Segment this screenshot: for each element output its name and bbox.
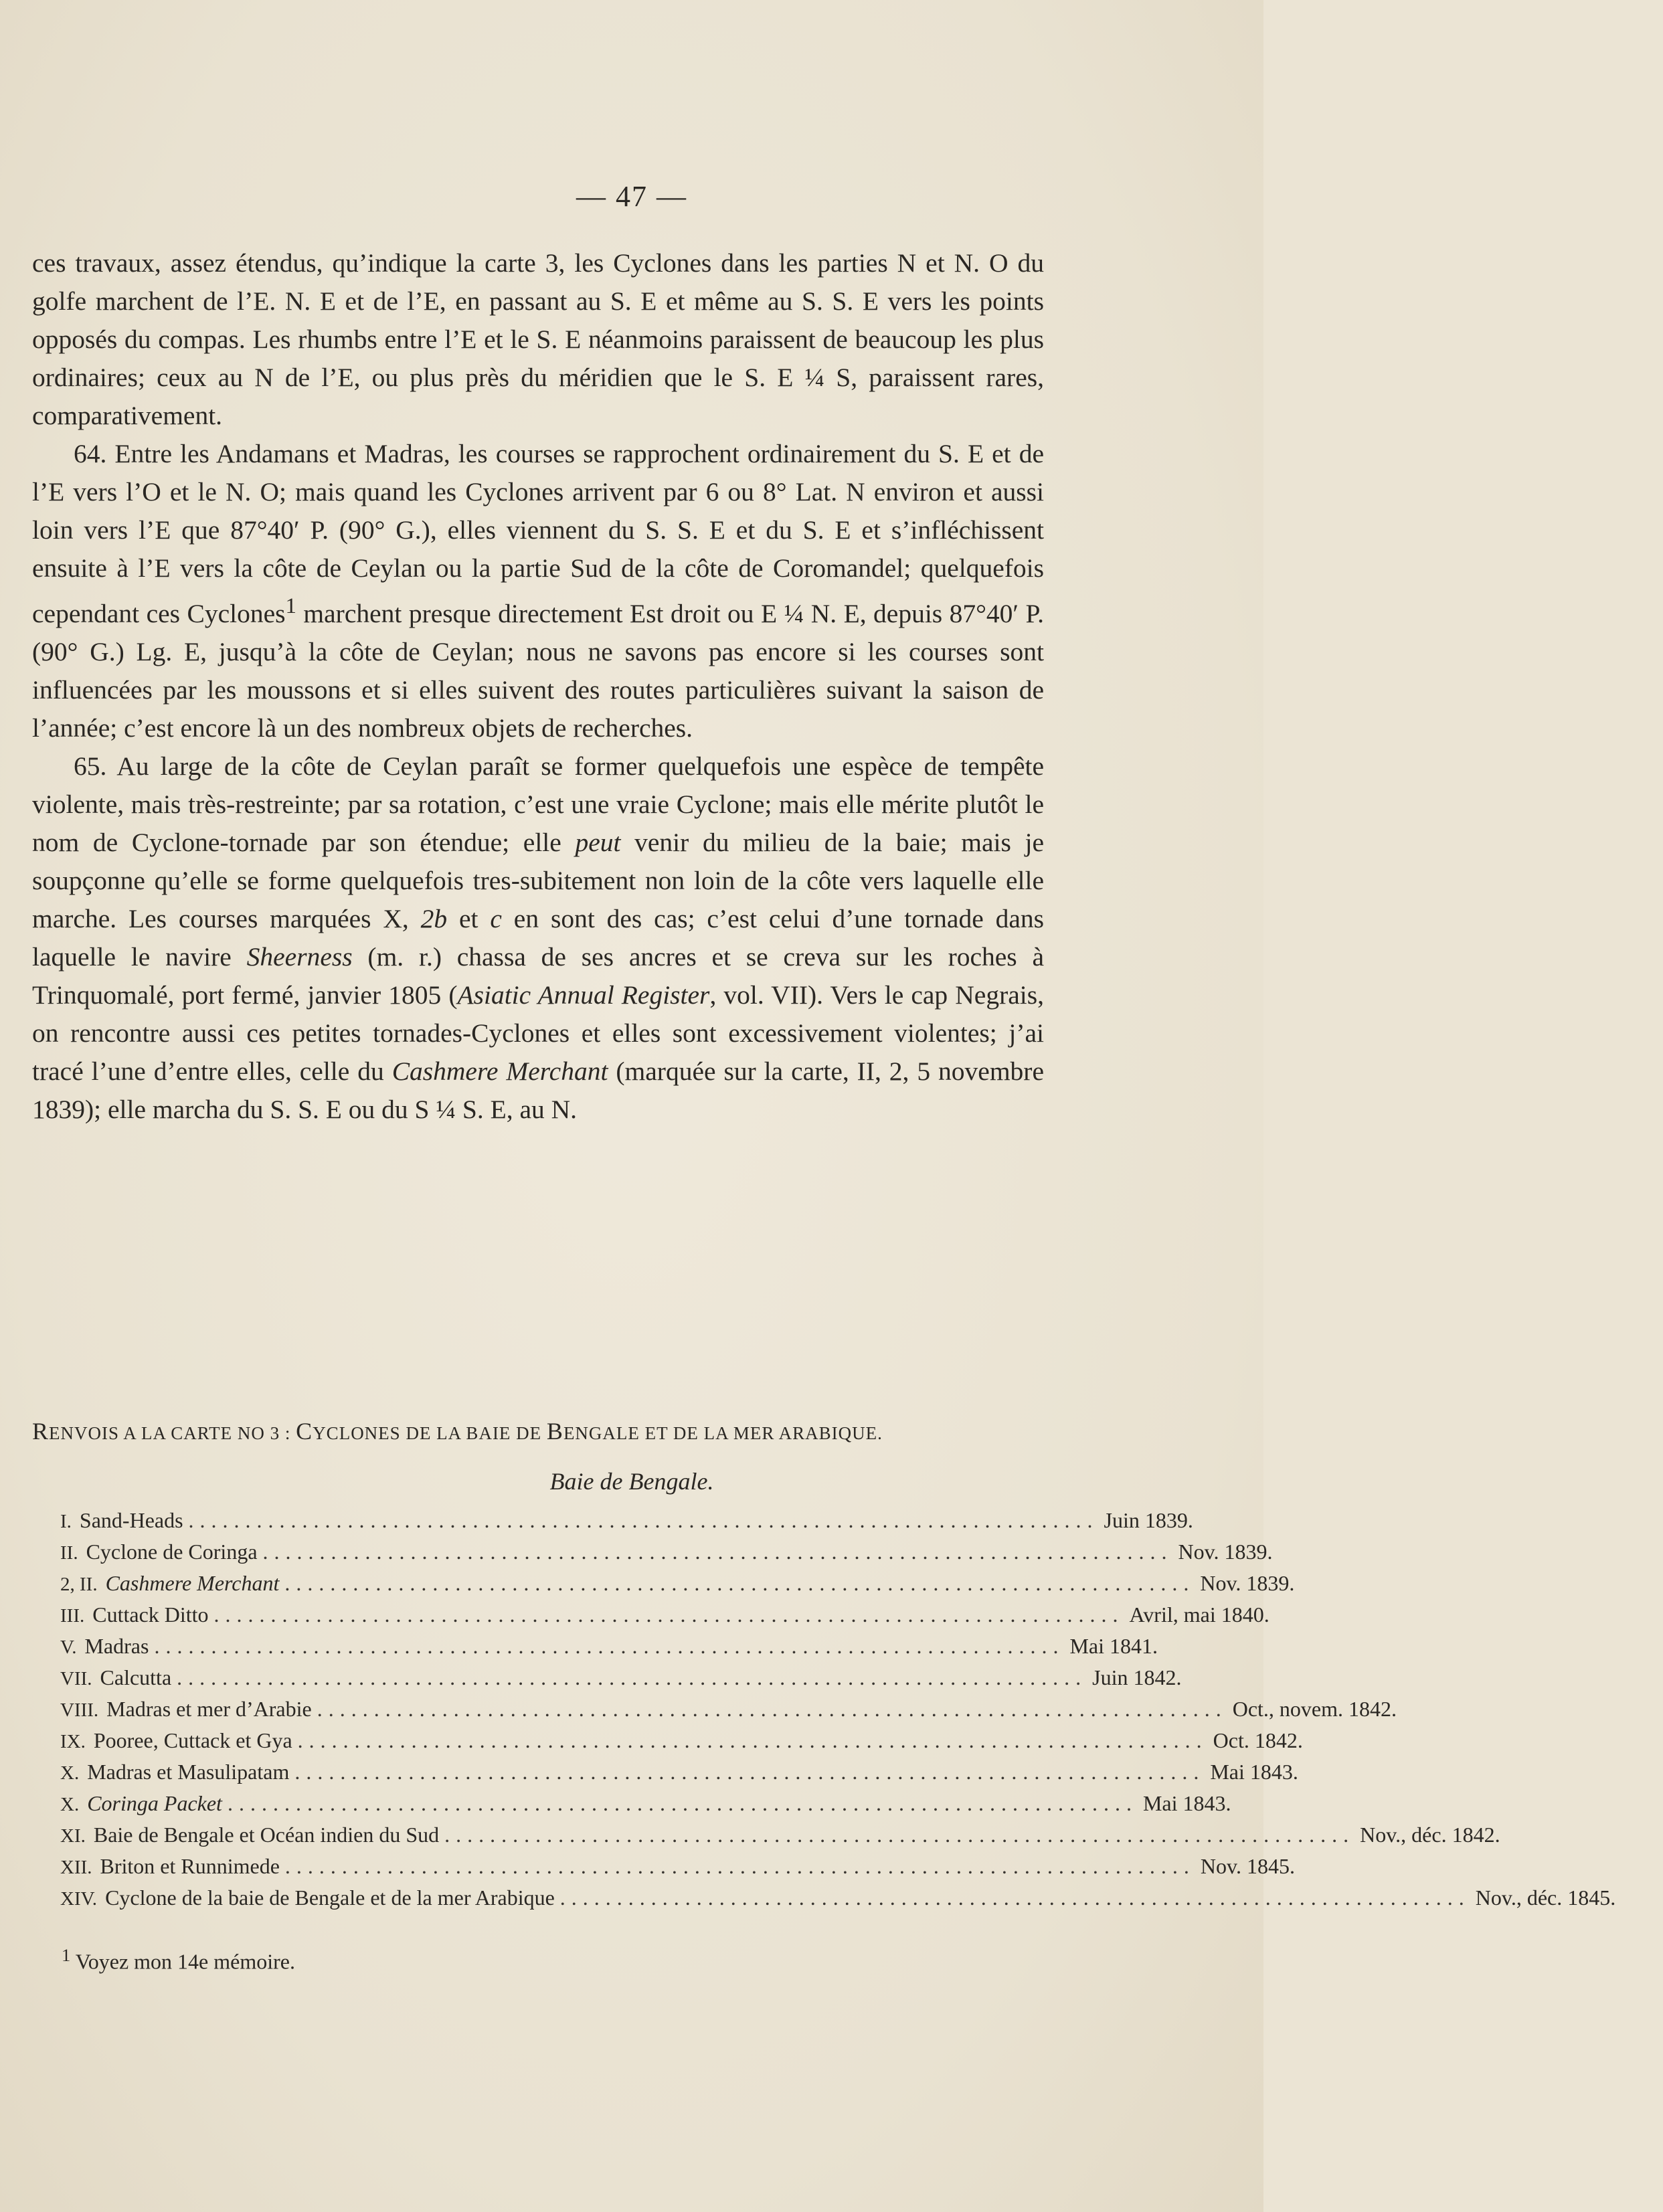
list-item-name: Sand-Heads: [79, 1508, 183, 1532]
paragraph-64-text-b: marchent presque directement Est droit ou E ¼ N. E, depuis 87°40′ P. (90° G.) Lg. E, jusqu’à la côte de Ceylan; nous ne savons pas encore si les courses sont influencées par les moussons et si elles suivent des routes particulières suivant la saison de l’année; c’est encore là un des nombreux objets de recherches.: [32, 599, 1044, 743]
footnote-ref: 1: [285, 594, 296, 618]
list-item: [60, 1823, 1500, 1854]
list-item-name: Coringa Packet: [87, 1791, 222, 1815]
paragraph-65: [32, 747, 1044, 1129]
leader-dots: ................................................................................: [188, 1508, 1099, 1532]
list-item-date: Nov., déc. 1845.: [1475, 1885, 1616, 1910]
list-item-date: Oct., novem. 1842.: [1232, 1697, 1397, 1721]
list-item-number: V.: [60, 1637, 77, 1658]
list-item: [60, 1665, 1182, 1697]
list-item-name: Calcutta: [100, 1665, 172, 1689]
list-item-date: Juin 1842.: [1092, 1665, 1182, 1689]
list-item-number: VIII.: [60, 1699, 99, 1721]
p65-e: (m. r.) chassa de ses ancres et se creva sur les roches à Trinquomalé, port fermé, janvier 1805 (: [32, 942, 1045, 1010]
p65-g: (marquée sur la carte, II, 2, 5 novembre 1839); elle marcha du S. S. E ou du S ¼ S. E, au N.: [32, 1056, 1044, 1125]
list-item: [60, 1634, 1158, 1665]
paragraph-64: [32, 435, 1044, 747]
list-item: [60, 1540, 1273, 1571]
leader-dots: ................................................................................: [294, 1760, 1205, 1784]
p65-cashmere: Cashmere Merchant: [391, 1056, 608, 1087]
list-item: [60, 1697, 1397, 1728]
p65-f: , vol. VII). Vers le cap Negrais, on rencontre aussi ces petites tornades-Cyclones et elles sont excessivement violentes; j’ai tracé l’une d’entre elles, celle du: [32, 980, 1044, 1087]
list-item: [60, 1760, 1298, 1791]
list-item-name: Madras et Masulipatam: [87, 1760, 290, 1784]
list-item-date: Mai 1843.: [1142, 1791, 1231, 1815]
list-item-number: XIV.: [60, 1888, 98, 1910]
footnote: [62, 1945, 295, 1974]
list-item-number: XI.: [60, 1825, 86, 1847]
list-item: [60, 1571, 1295, 1602]
list-item-date: Mai 1841.: [1069, 1634, 1158, 1658]
list-item: [60, 1854, 1295, 1885]
list-item-date: Nov. 1845.: [1200, 1854, 1295, 1878]
list-item-date: Avril, mai 1840.: [1129, 1602, 1270, 1627]
leader-dots: ................................................................................: [559, 1885, 1470, 1910]
p65-2b: 2b: [420, 904, 448, 934]
leader-dots: ................................................................................: [297, 1728, 1208, 1752]
heading-rest-1: YCLONES DE LA BAIE DE: [313, 1423, 547, 1443]
p65-c: et: [447, 904, 491, 934]
p65-peut: peut: [575, 828, 621, 858]
list-item-number: I.: [60, 1511, 72, 1532]
heading-rest: ENVOIS A LA CARTE NO 3 :: [49, 1423, 296, 1443]
heading-rest-2: ENGALE ET DE LA MER ARABIQUE.: [563, 1423, 883, 1443]
cyclone-list: [60, 1508, 1616, 1917]
p65-b: venir du milieu de la baie; mais je soupçonne qu’elle se forme quelquefois tres-subitement non loin de la côte vers laquelle elle marche. Les courses marquées X,: [32, 828, 1045, 934]
list-item: [60, 1885, 1616, 1917]
heading-lead: R: [32, 1418, 50, 1445]
list-item-name: Baie de Bengale et Océan indien du Sud: [93, 1823, 440, 1847]
list-item: [60, 1602, 1270, 1634]
list-item-date: Nov. 1839.: [1200, 1571, 1295, 1595]
footnote-text: Voyez mon 14e mémoire.: [70, 1949, 295, 1974]
list-item-date: Juin 1839.: [1104, 1508, 1193, 1532]
body-text: [32, 244, 1044, 1129]
list-item-name: Cyclone de Coringa: [86, 1540, 258, 1564]
heading-cap-2: B: [546, 1418, 563, 1445]
list-item-name: Madras: [84, 1634, 149, 1658]
list-item-number: XII.: [60, 1857, 92, 1878]
list-item-date: Mai 1843.: [1210, 1760, 1298, 1784]
list-item-date: Nov., déc. 1842.: [1360, 1823, 1500, 1847]
list-item-number: VII.: [60, 1668, 92, 1689]
footnote-mark: 1: [62, 1945, 71, 1965]
list-item-number: III.: [60, 1605, 85, 1627]
p65-register: Asiatic Annual Register: [457, 980, 710, 1010]
list-item-name: Madras et mer d’Arabie: [106, 1697, 312, 1721]
p65-c-italic: c: [490, 904, 502, 934]
list-item-number: X.: [60, 1794, 80, 1815]
leader-dots: ................................................................................: [154, 1634, 1065, 1658]
leader-dots: ................................................................................: [177, 1665, 1087, 1689]
leader-dots: ................................................................................: [317, 1697, 1227, 1721]
p65-sheerness: Sheerness: [246, 942, 353, 972]
p65-d: en sont des cas; c’est celui d’une tornade dans laquelle le navire: [32, 904, 1044, 972]
list-item-number: 2, II.: [60, 1574, 98, 1595]
leader-dots: ................................................................................: [213, 1602, 1124, 1627]
leader-dots: ................................................................................: [444, 1823, 1355, 1847]
leader-dots: ................................................................................: [284, 1854, 1195, 1878]
list-item-name: Cyclone de la baie de Bengale et de la mer Arabique: [105, 1885, 555, 1910]
paragraph-64-text-a: 64. Entre les Andamans et Madras, les courses se rapprochent ordinairement du S. E et de l’E vers l’O et le N. O; mais quand les Cyclones arrivent par 6 ou 8° Lat. N environ et aussi loin vers l’E que 87°40′ P. (90° G.), elles viennent du S. S. E et du S. E et s’infléchissent ensuite à l’E vers la côte de Ceylan ou la partie Sud de la côte de Coromandel; quelquefois cependant ces Cyclones: [32, 439, 1044, 629]
list-item-name: Pooree, Cuttack et Gya: [93, 1728, 292, 1752]
section-subhead: Baie de Bengale.: [549, 1468, 714, 1495]
map-references-heading: [32, 1417, 1044, 1445]
list-item-name: Cuttack Ditto: [92, 1602, 209, 1627]
page-number: — 47 —: [576, 180, 687, 213]
list-item-number: X.: [60, 1762, 80, 1784]
list-item-name: Cashmere Merchant: [105, 1571, 280, 1595]
leader-dots: ................................................................................: [227, 1791, 1138, 1815]
list-item: [60, 1728, 1303, 1760]
list-item-date: Oct. 1842.: [1213, 1728, 1303, 1752]
leader-dots: ................................................................................: [262, 1540, 1173, 1564]
list-item: [60, 1508, 1193, 1540]
list-item-number: IX.: [60, 1731, 86, 1752]
list-item-name: Briton et Runnimede: [100, 1854, 280, 1878]
paragraph-1: ces travaux, assez étendus, qu’indique la carte 3, les Cyclones dans les parties N et N. O du golfe marchent de l’E. N. E et de l’E, en passant au S. E et même au S. S. E vers les points opposés du compas. Les rhumbs entre l’E et le S. E néanmoins paraissent de beaucoup les plus ordinaires; ceux au N de l’E, ou plus près du méridien que le S. E ¼ S, paraissent rares, comparativement.: [32, 248, 1044, 430]
leader-dots: ................................................................................: [284, 1571, 1195, 1595]
list-item: [60, 1791, 1231, 1823]
list-item-number: II.: [60, 1542, 78, 1564]
p65-a: 65. Au large de la côte de Ceylan paraît se former quelquefois une espèce de tempête violente, mais très-restreinte; par sa rotation, c’est une vraie Cyclone; mais elle mérite plutôt le nom de Cyclone-tornade par son étendue; elle: [32, 751, 1044, 858]
heading-cap-1: C: [296, 1418, 313, 1445]
list-item-date: Nov. 1839.: [1178, 1540, 1273, 1564]
